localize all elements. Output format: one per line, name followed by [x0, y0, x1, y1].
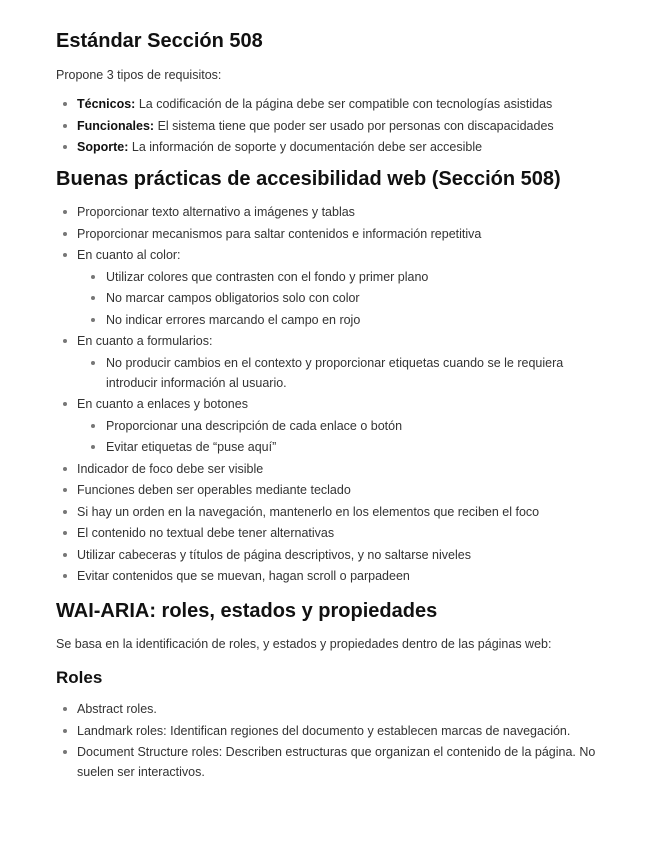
term-label: Funcionales: [77, 118, 155, 133]
list-item-text: El contenido no textual debe tener alternativas [77, 526, 335, 540]
sub-list-item: Proporcionar una descripción de cada enlace o botón [77, 416, 615, 436]
list-item [56, 566, 615, 586]
roles-list [56, 699, 615, 782]
list-item-text: Indicador de foco debe ser visible [77, 461, 264, 476]
list-item [56, 480, 615, 500]
list-item: Document Structure roles: Describen estructuras que organizan el contenido de la página. No suelen ser interactivos. [56, 742, 615, 782]
list-item-text: En cuanto a formularios: [77, 334, 213, 348]
list-item-text: Funciones deben ser operables mediante teclado [77, 483, 351, 497]
list-item-text: Proporcionar mecanismos para saltar contenidos e información repetitiva [77, 226, 482, 241]
term-text: La codificación de la página debe ser compatible con tecnologías asistidas [135, 97, 553, 111]
roles-heading: Roles [56, 668, 103, 687]
list-item-text: En cuanto al color: [77, 248, 181, 262]
sub-list-item: No producir cambios en el contexto y proporcionar etiquetas cuando se le requiera introducir información al usuario. [77, 353, 615, 393]
list-item [56, 94, 615, 114]
list-item [56, 545, 615, 565]
list-item-text: Si hay un orden en la navegación, mantenerlo en los elementos que reciben el foco [77, 504, 540, 519]
list-item: Landmark roles: Identifican regiones del documento y establecen marcas de navegación. [56, 721, 615, 741]
list-item-text: En cuanto a enlaces y botones [77, 397, 248, 411]
requirements-list [56, 94, 615, 157]
list-item [56, 224, 615, 244]
list-item-text: Evitar contenidos que se muevan, hagan scroll o parpadeen [77, 569, 410, 583]
section-508-intro: Propone 3 tipos de requisitos: [56, 68, 222, 82]
term-label: Técnicos: [77, 97, 136, 111]
sub-list-item: Evitar etiquetas de “puse aquí” [77, 437, 615, 457]
list-item [56, 502, 615, 522]
term-label: Soporte: [77, 140, 129, 154]
wai-aria-intro: Se basa en la identificación de roles, y estados y propiedades dentro de las páginas web: [56, 637, 552, 651]
list-item [56, 202, 615, 222]
sub-list-item: No marcar campos obligatorios solo con color [77, 288, 615, 308]
list-item [56, 331, 615, 393]
form-sublist [77, 353, 615, 393]
wai-aria-heading: WAI-ARIA: roles, estados y propiedades [56, 600, 438, 622]
list-item [56, 137, 615, 157]
term-text: El sistema tiene que poder ser usado por personas con discapacidades [154, 118, 554, 133]
list-item [56, 523, 615, 543]
list-item-text: Proporcionar texto alternativo a imágenes y tablas [77, 205, 355, 219]
list-item-text: Utilizar cabeceras y títulos de página descriptivos, y no saltarse niveles [77, 547, 471, 562]
links-sublist [77, 416, 615, 458]
term-text: La información de soporte y documentación debe ser accesible [128, 140, 483, 154]
list-item [56, 459, 615, 479]
list-item [56, 394, 615, 457]
section-508-heading: Estándar Sección 508 [56, 30, 263, 52]
buenas-practicas-heading: Buenas prácticas de accesibilidad web (Sección 508) [56, 168, 561, 190]
sub-list-item: No indicar errores marcando el campo en rojo [77, 310, 615, 330]
list-item [56, 116, 615, 136]
list-item: Abstract roles. [56, 699, 615, 719]
list-item [56, 245, 615, 330]
buenas-practicas-list [56, 202, 615, 586]
sub-list-item: Utilizar colores que contrasten con el fondo y primer plano [77, 267, 615, 287]
color-sublist [77, 267, 615, 330]
